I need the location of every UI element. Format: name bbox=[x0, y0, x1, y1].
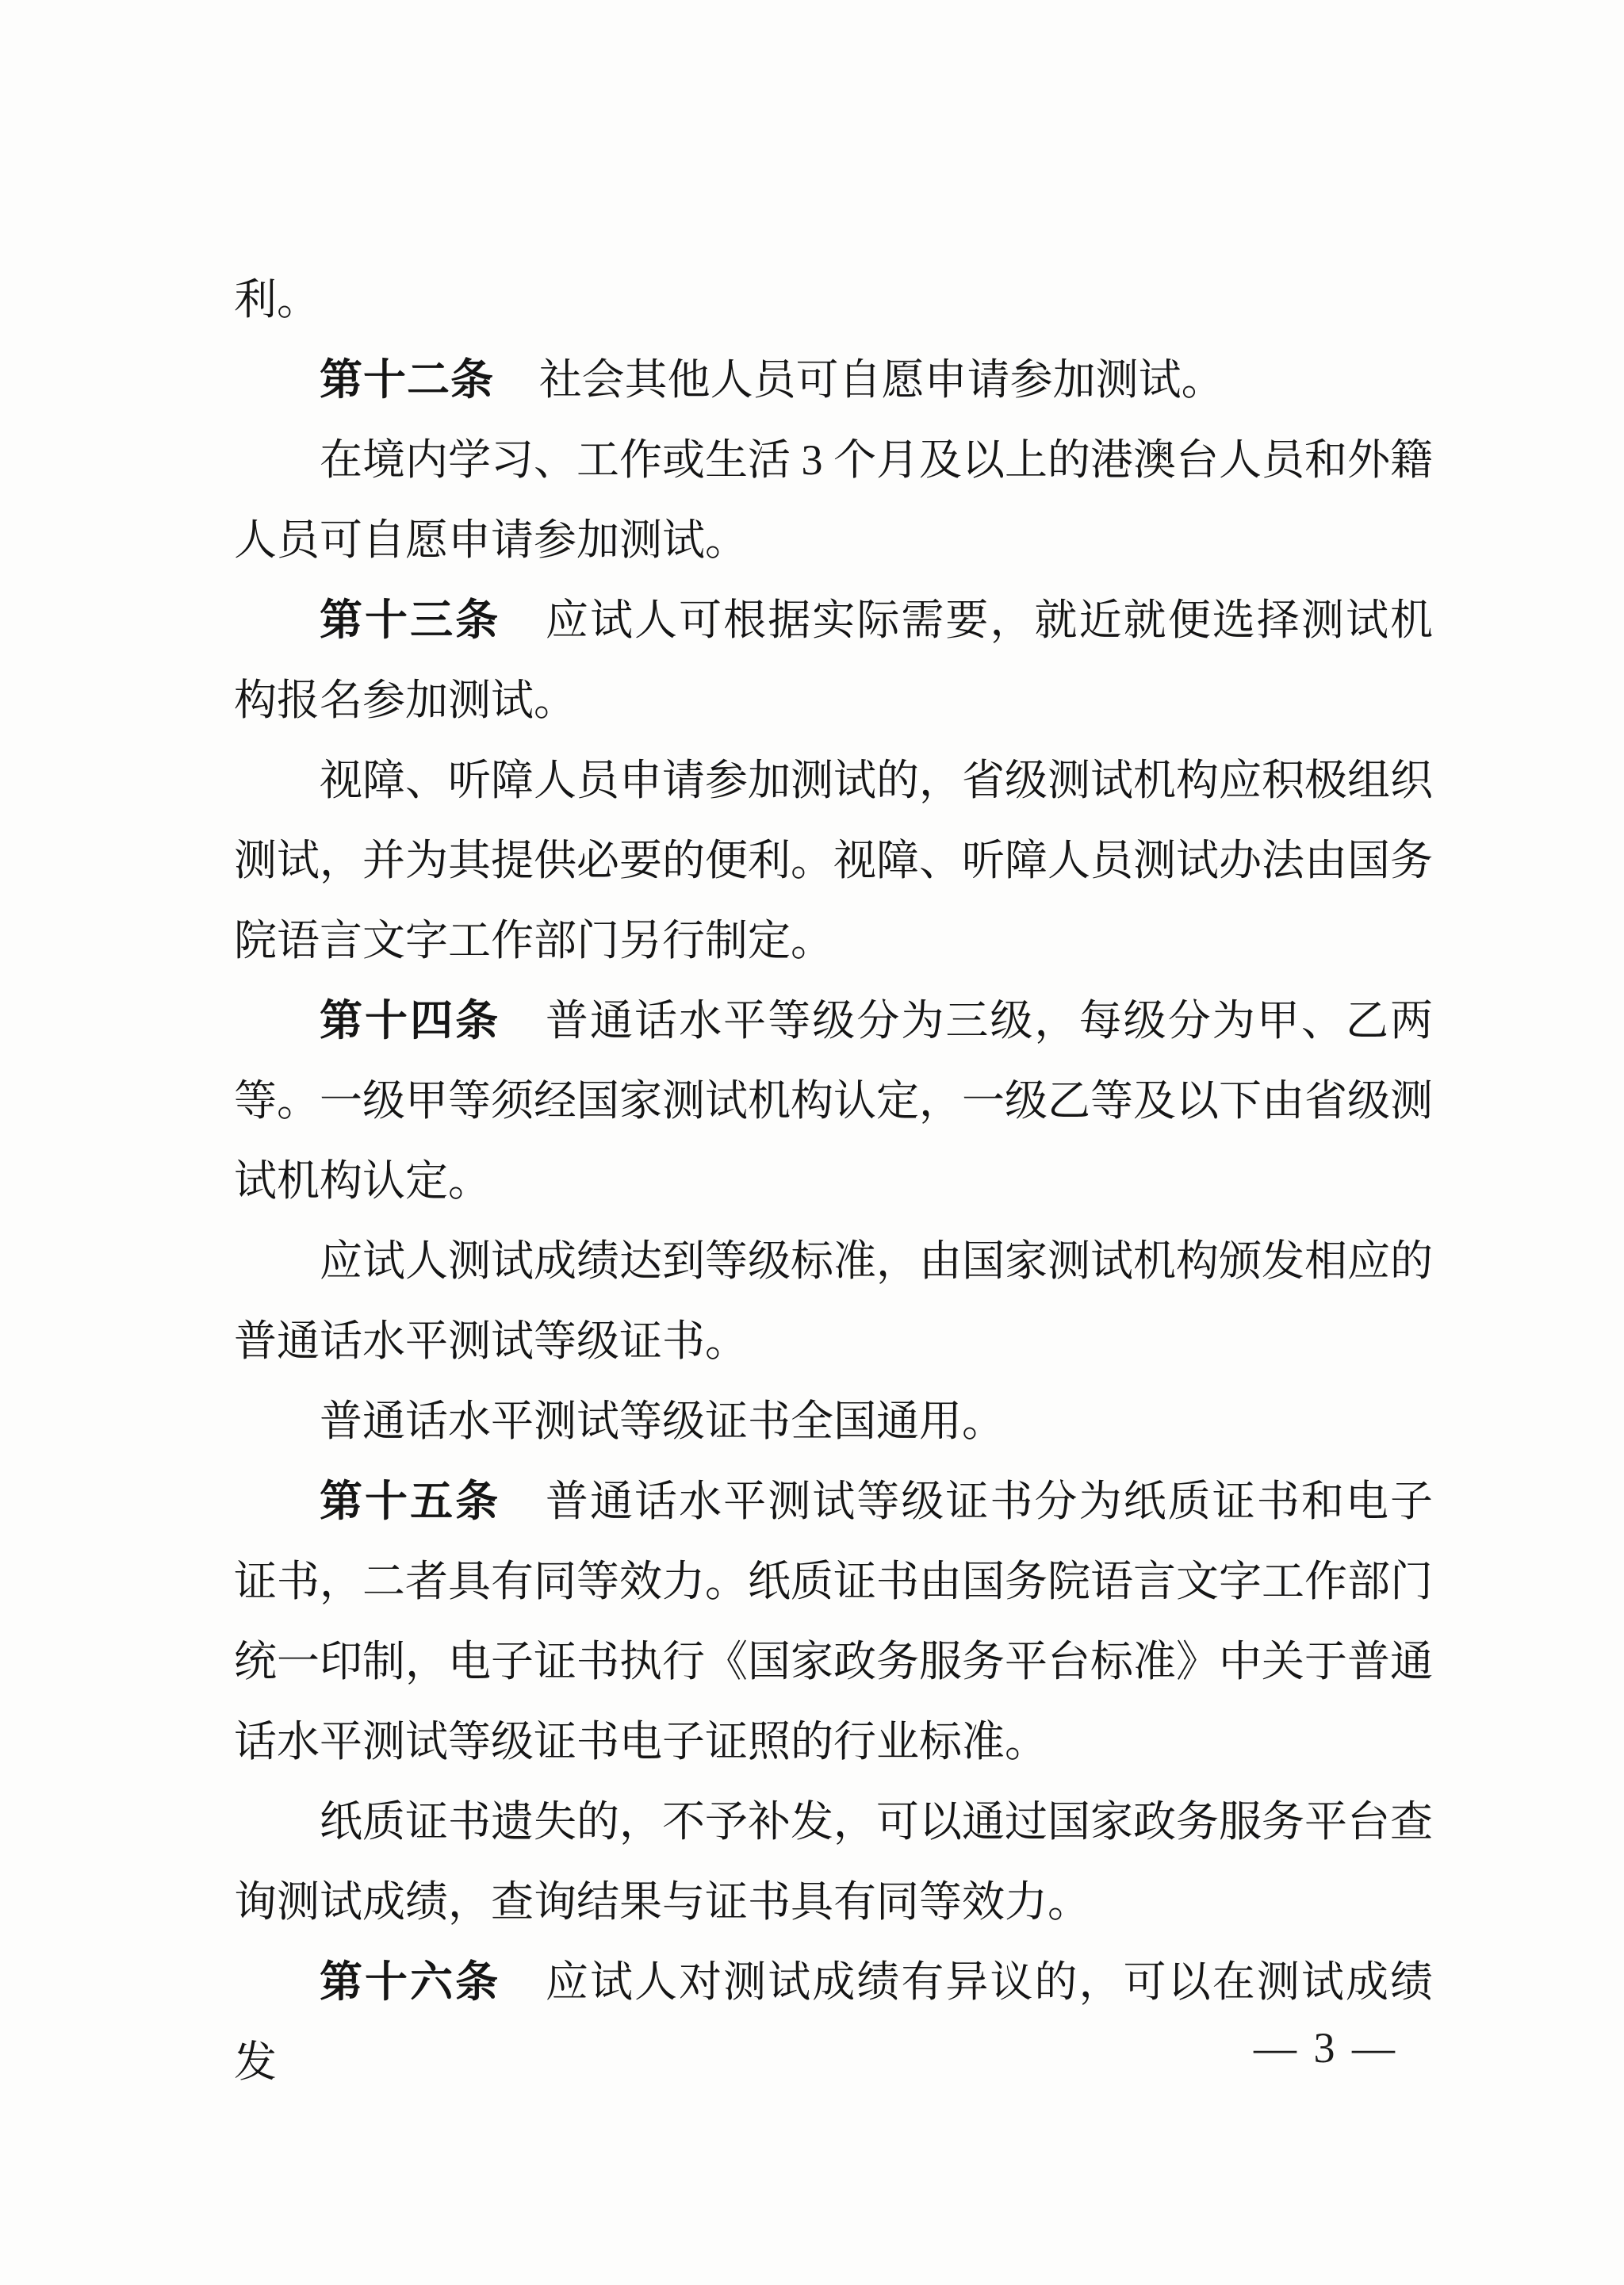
paragraph bbox=[234, 1382, 1433, 1462]
article-number: 第十五条 bbox=[320, 1478, 501, 1525]
paragraph bbox=[234, 1782, 1433, 1942]
paragraph-text: 利。 bbox=[234, 276, 320, 324]
paragraph-text: 纸质证书遗失的，不予补发，可以通过国家政务服务平台查询测试成绩，查询结果与证书具有同等效力。 bbox=[234, 1798, 1433, 1926]
article-text: 应试人可根据实际需要，就近就便选择测试机构报名参加测试。 bbox=[234, 596, 1434, 724]
article-text: 普通话水平测试等级证书分为纸质证书和电子证书，二者具有同等效力。纸质证书由国务院语言文字工作部门统一印制，电子证书执行《国家政务服务平台标准》中关于普通话水平测试等级证书电子证照的行业标准。 bbox=[234, 1478, 1434, 1766]
article-number: 第十三条 bbox=[320, 596, 501, 644]
paragraph bbox=[234, 741, 1433, 981]
article-16-paragraph bbox=[234, 1942, 1433, 2103]
paragraph-continuation bbox=[234, 260, 1433, 340]
article-number: 第十四条 bbox=[320, 997, 501, 1045]
paragraph-text: 在境内学习、工作或生活 3 个月及以上的港澳台人员和外籍人员可自愿申请参加测试。 bbox=[234, 436, 1433, 564]
paragraph bbox=[234, 420, 1433, 581]
document-body bbox=[234, 260, 1433, 2103]
paragraph-text: 应试人测试成绩达到等级标准，由国家测试机构颁发相应的普通话水平测试等级证书。 bbox=[234, 1237, 1433, 1365]
article-number: 第十二条 bbox=[320, 356, 494, 404]
article-12-paragraph bbox=[234, 340, 1433, 420]
article-text: 应试人对测试成绩有异议的，可以在测试成绩发 bbox=[234, 1958, 1434, 2086]
article-14-paragraph bbox=[234, 981, 1433, 1221]
page-number: — 3 — bbox=[1254, 2024, 1395, 2072]
paragraph-text: 视障、听障人员申请参加测试的，省级测试机构应积极组织测试，并为其提供必要的便利。视障、听障人员测试办法由国务院语言文字工作部门另行制定。 bbox=[234, 757, 1433, 964]
article-number: 第十六条 bbox=[320, 1958, 501, 2006]
paragraph bbox=[234, 1221, 1433, 1382]
article-text: 社会其他人员可自愿申请参加测试。 bbox=[538, 356, 1224, 404]
paragraph-text: 普通话水平测试等级证书全国通用。 bbox=[320, 1397, 1005, 1445]
article-15-paragraph bbox=[234, 1462, 1433, 1782]
article-text: 普通话水平等级分为三级，每级分为甲、乙两等。一级甲等须经国家测试机构认定，一级乙等及以下由省级测试机构认定。 bbox=[234, 997, 1434, 1205]
article-13-paragraph bbox=[234, 581, 1433, 741]
